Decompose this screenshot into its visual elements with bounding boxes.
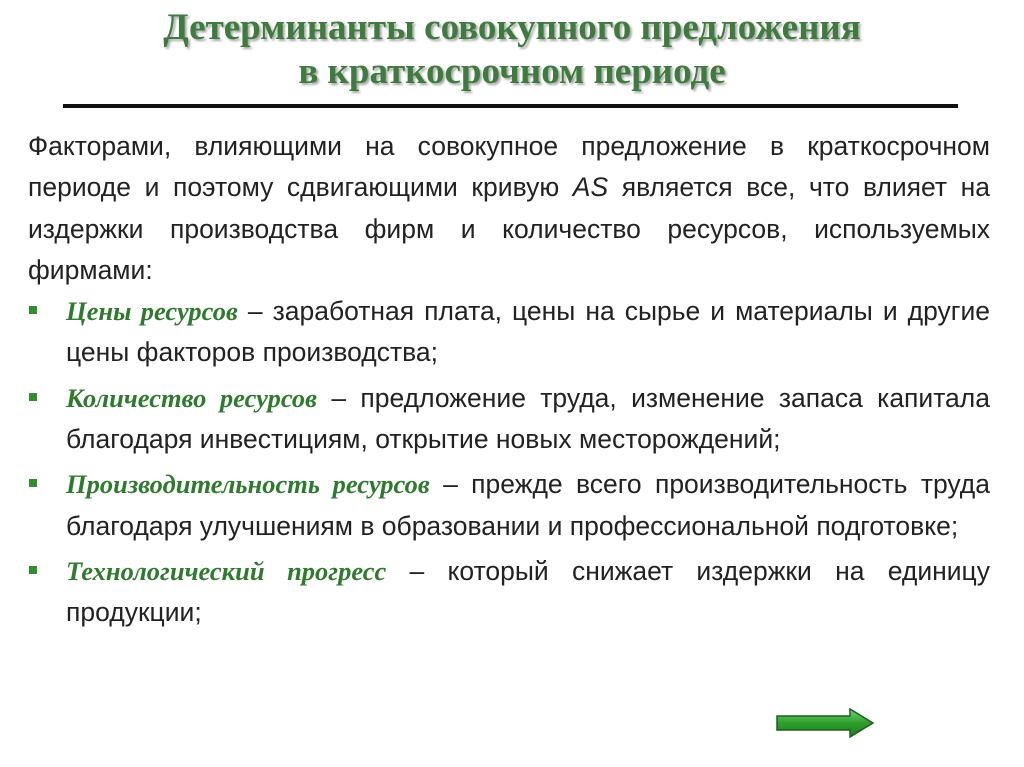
bullet-term: Количество ресурсов bbox=[66, 382, 318, 413]
intro-paragraph bbox=[28, 126, 990, 291]
bullet-term: Цены ресурсов bbox=[66, 296, 238, 327]
bullet-resource-prices bbox=[28, 291, 990, 374]
bullet-term: Технологический прогресс bbox=[66, 555, 387, 586]
right-arrow-icon bbox=[776, 708, 874, 738]
as-curve-label: AS bbox=[572, 172, 609, 203]
bullet-text: – заработная плата, цены на сырье и материалы и другие цены факторов производства; bbox=[66, 296, 990, 368]
bullet-text: – предложение труда, изменение запаса капитала благодаря инвестициям, открытие новых месторождений; bbox=[66, 382, 990, 455]
bullet-resource-quantity bbox=[28, 378, 990, 461]
intro-text-after: является все, что влияет на издержки производства фирм и количество ресурсов, используемых фирмами: bbox=[28, 172, 990, 285]
bullet-text: – прежде всего производительность труда благодаря улучшениям в образовании и профессиональной подготовке; bbox=[66, 469, 990, 541]
bullet-square-icon bbox=[29, 306, 37, 314]
bullet-square-icon bbox=[29, 566, 37, 574]
slide-content bbox=[28, 126, 990, 638]
bullet-term: Производительность ресурсов bbox=[66, 469, 430, 500]
title-line-1: Детерминанты совокупного предложения bbox=[163, 7, 861, 48]
bullet-square-icon bbox=[29, 393, 37, 401]
bullet-resource-productivity bbox=[28, 464, 990, 547]
next-slide-button[interactable] bbox=[776, 708, 874, 738]
intro-text-before: Факторами, влияющими на совокупное предложение в краткосрочном периоде и поэтому сдвигающими кривую bbox=[28, 131, 990, 203]
title-underline bbox=[63, 104, 958, 108]
title-line-2: в краткосрочном периоде bbox=[298, 51, 726, 92]
bullet-square-icon bbox=[29, 479, 37, 487]
bullet-text: – который снижает издержки на единицу продукции; bbox=[66, 555, 990, 628]
slide-title bbox=[0, 6, 1024, 94]
bullet-tech-progress bbox=[28, 551, 990, 634]
